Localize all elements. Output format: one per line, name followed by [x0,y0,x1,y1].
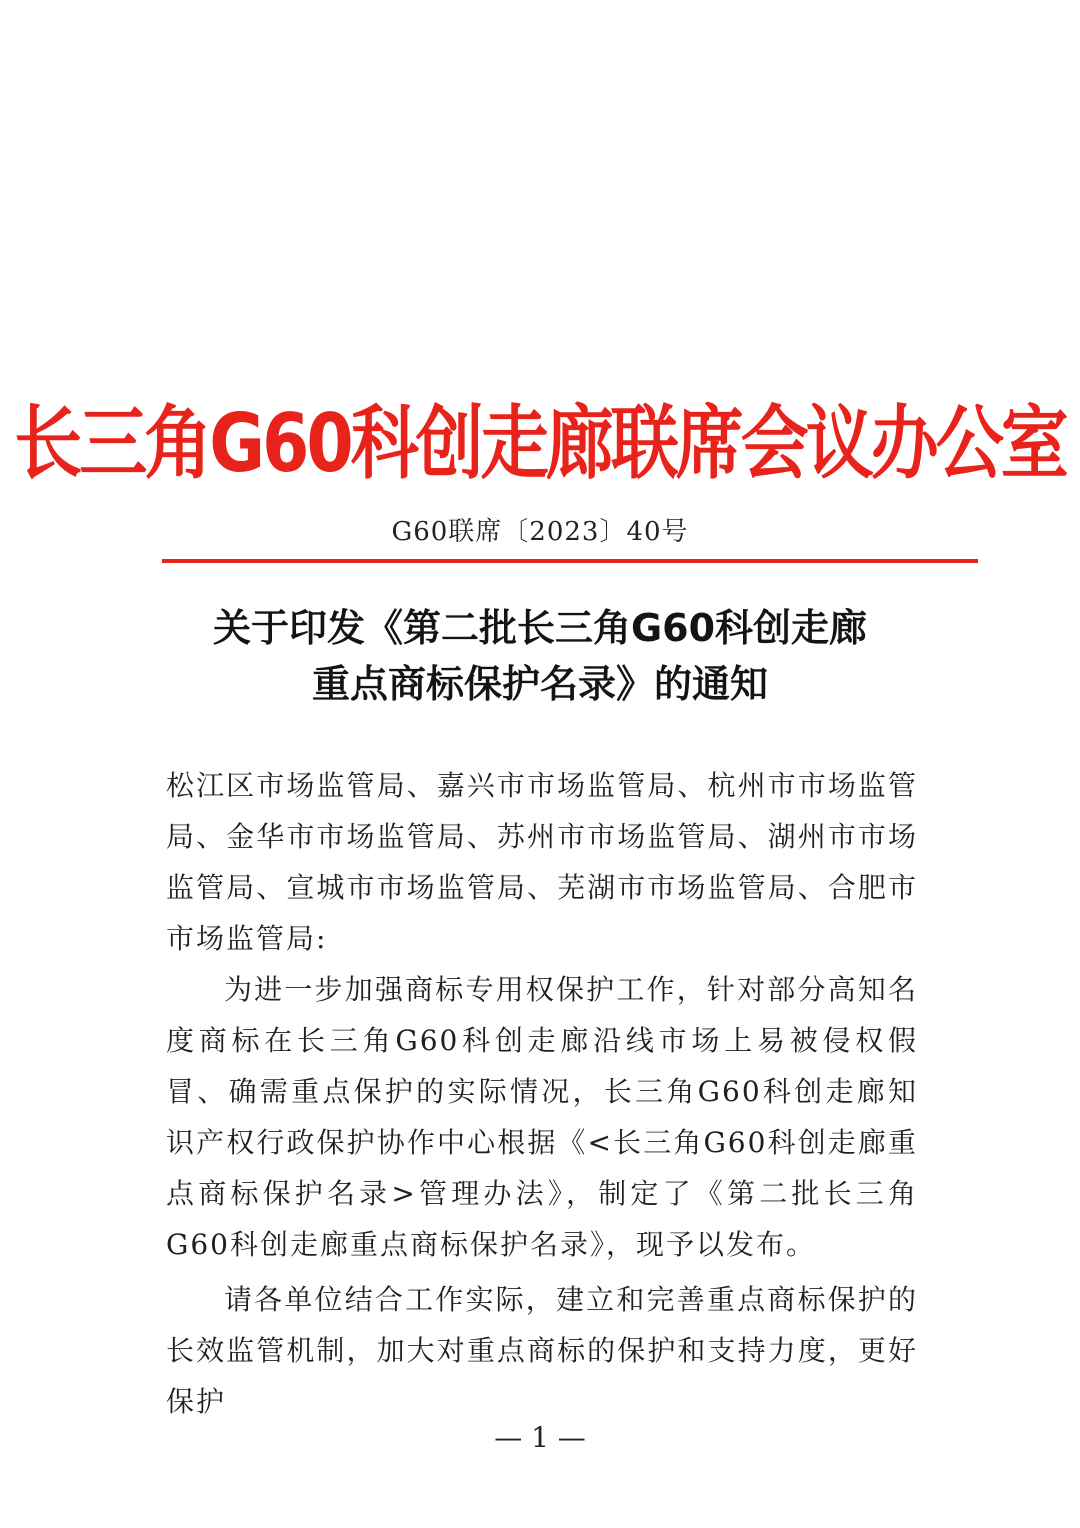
issuer-header: 长三角G60科创走廊联席会议办公室 [14,397,1066,492]
title-line-1: 关于印发《第二批长三角G60科创走廊 [212,606,868,650]
red-divider-line [162,559,978,563]
body-paragraph-1: 为进一步加强商标专用权保护工作，针对部分高知名度商标在长三角G60科创走廊沿线市场上易被侵权假冒、确需重点保护的实际情况，长三角G60科创走廊知识产权行政保护协作中心根据《<长三角G60科创走廊重点商标保护名录>管理办法》，制定了《第二批长三角G60科创走廊重点商标保护名录》，现予以发布。 [166,973,918,1261]
document-number: G60联席〔2023〕40号 [391,517,689,547]
body-paragraph-2: 请各单位结合工作实际，建立和完善重点商标保护的长效监管机制，加大对重点商标的保护和支持力度，更好保护 [166,1283,918,1418]
recipients-paragraph: 松江区市场监管局、嘉兴市市场监管局、杭州市市场监管局、金华市市场监管局、苏州市市场监管局、湖州市市场监管局、宣城市市场监管局、芜湖市市场监管局、合肥市市场监管局: [166,769,918,955]
page-number: — 1 — [494,1421,586,1454]
title-line-2: 重点商标保护名录》的通知 [311,662,768,706]
document-body [166,760,918,1427]
document-title [0,600,1080,712]
